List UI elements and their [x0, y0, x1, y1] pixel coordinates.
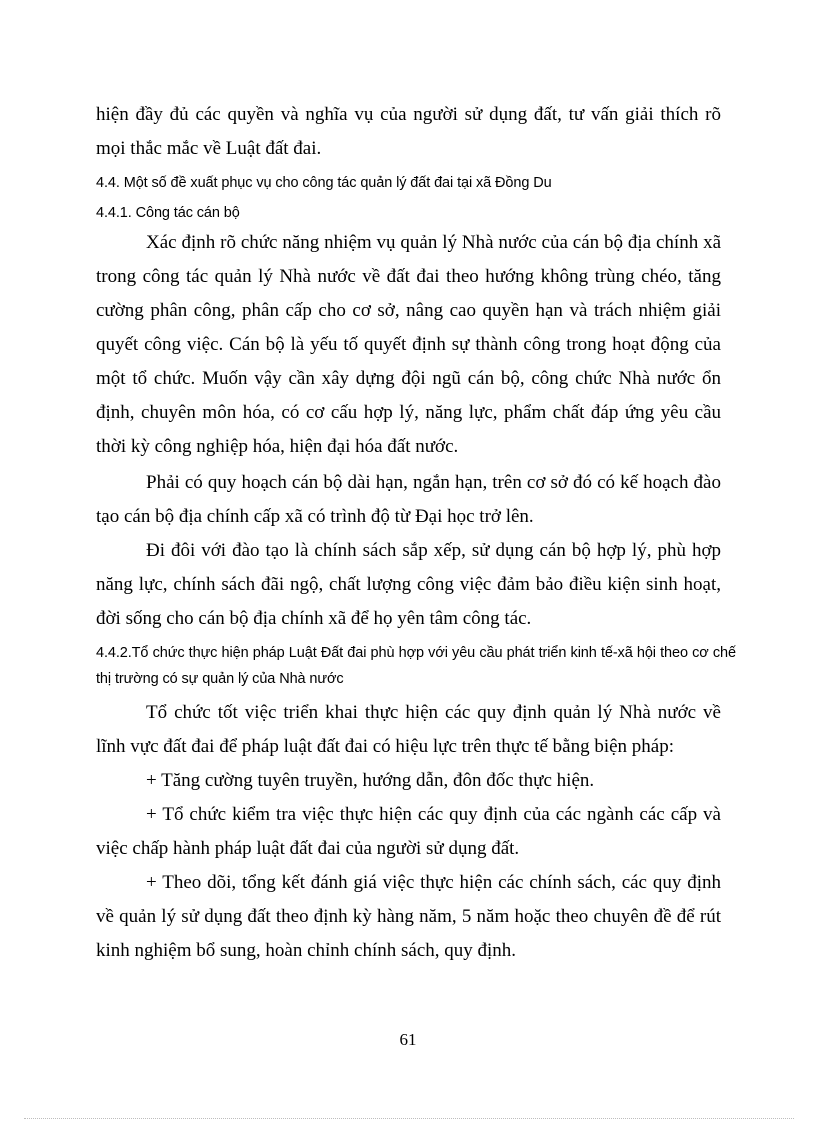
section-4-4-2-heading: 4.4.2.Tổ chức thực hiện pháp Luật Đất đai phù hợp với yêu cầu phát triển kinh tế-xã hội theo cơ chế thị trường có sự quản lý của Nhà nước — [96, 645, 736, 687]
page-number: 61 — [399, 1030, 417, 1049]
paragraph-staff-policy: Đi đôi với đào tạo là chính sách sắp xếp, sử dụng cán bộ hợp lý, phù hợp năng lực, chính sách đãi ngộ, chất lượng công việc đảm bảo điều kiện sinh hoạt, đời sống cho cán bộ địa chính xã để họ yên tâm công tác. — [96, 540, 721, 629]
paragraph-implementation: Tổ chức tốt việc triển khai thực hiện các quy định quản lý Nhà nước về lĩnh vực đất đai để pháp luật đất đai có hiệu lực trên thực tế bằng biện pháp: — [96, 702, 721, 757]
page-bottom-divider — [24, 1118, 794, 1119]
bullet-propaganda: + Tăng cường tuyên truyền, hướng dẫn, đôn đốc thực hiện. — [146, 770, 595, 791]
bullet-monitoring: + Theo dõi, tổng kết đánh giá việc thực hiện các chính sách, các quy định về quản lý sử dụng đất theo định kỳ hàng năm, 5 năm hoặc theo chuyên đề để rút kinh nghiệm bổ sung, hoàn chỉnh chính sách, quy định. — [96, 872, 721, 961]
paragraph-staff-planning: Phải có quy hoạch cán bộ dài hạn, ngắn hạn, trên cơ sở đó có kế hoạch đào tạo cán bộ địa chính cấp xã có trình độ từ Đại học trở lên. — [96, 472, 721, 527]
bullet-inspection: + Tổ chức kiểm tra việc thực hiện các quy định của các ngành các cấp và việc chấp hành pháp luật đất đai của người sử dụng đất. — [96, 804, 721, 859]
paragraph-staff-duties: Xác định rõ chức năng nhiệm vụ quản lý Nhà nước của cán bộ địa chính xã trong công tác quản lý Nhà nước về đất đai theo hướng không trùng chéo, tăng cường phân công, phân cấp cho cơ sở, nâng cao quyền hạn và trách nhiệm giải quyết công việc. Cán bộ là yếu tố quyết định sự thành công trong hoạt động của một tổ chức. Muốn vậy cần xây dựng đội ngũ cán bộ, công chức Nhà nước ổn định, chuyên môn hóa, có cơ cấu hợp lý, năng lực, phẩm chất đáp ứng yêu cầu thời kỳ công nghiệp hóa, hiện đại hóa đất nước. — [96, 232, 721, 457]
section-4-4-heading: 4.4. Một số đề xuất phục vụ cho công tác quản lý đất đai tại xã Đồng Du — [96, 175, 552, 191]
section-4-4-1-heading: 4.4.1. Công tác cán bộ — [96, 205, 240, 221]
continuation-paragraph: hiện đầy đủ các quyền và nghĩa vụ của người sử dụng đất, tư vấn giải thích rõ mọi thắc mắc về Luật đất đai. — [96, 104, 721, 159]
